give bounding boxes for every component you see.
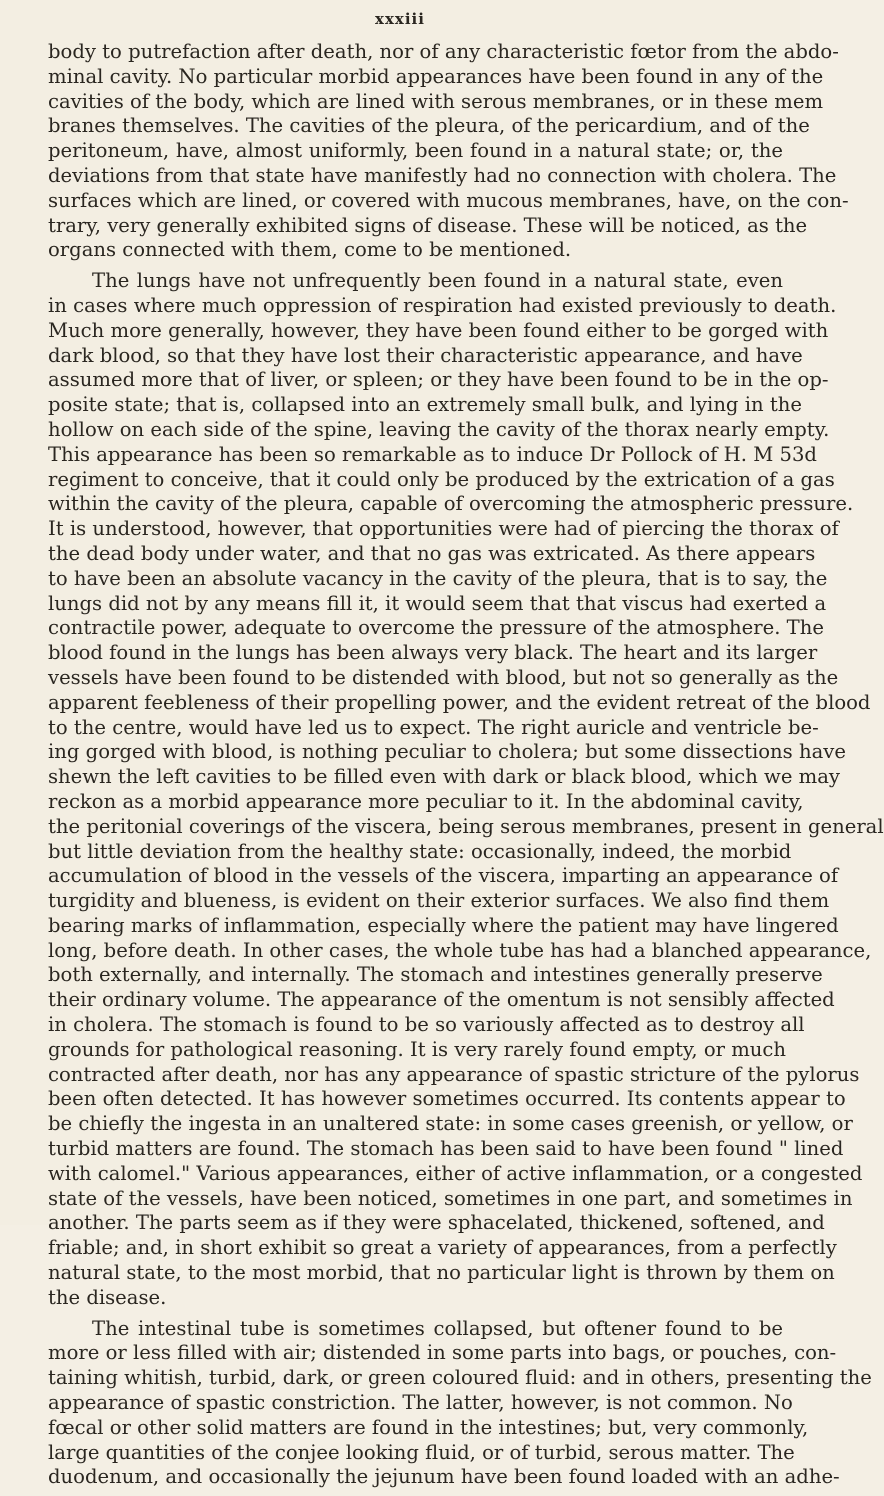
- text-line: the peritonial coverings of the viscera, being serous membranes, present in general: [48, 814, 884, 838]
- text-line: trary, very generally exhibited signs of disease. These will be noticed, as the: [48, 213, 808, 237]
- text-line: surfaces which are lined, or covered with mucous membranes, have, on the con-: [48, 188, 849, 212]
- text-line: to have been an absolute vacancy in the cavity of the pleura, that is to say, the: [48, 566, 828, 590]
- text-line: large quantities of the conjee looking fluid, or of turbid, serous matter. The: [48, 1440, 795, 1464]
- text-line: dark blood, so that they have lost their characteristic appearance, and have: [48, 343, 803, 367]
- text-line: regiment to conceive, that it could only be produced by the extrication of a gas: [48, 467, 835, 491]
- text-line: taining whitish, turbid, dark, or green coloured fluid: and in others, presenting the: [48, 1366, 872, 1390]
- paragraph-3: [48, 1316, 872, 1491]
- text-line: long, before death. In other cases, the whole tube has had a blanched appearance,: [48, 938, 872, 962]
- text-line: grounds for pathological reasoning. It is very rarely found empty, or much: [48, 1037, 786, 1061]
- text-line: contractile power, adequate to overcome the pressure of the atmosphere. The: [48, 616, 824, 640]
- text-line: ing gorged with blood, is nothing peculiar to cholera; but some dissections have: [48, 740, 846, 764]
- text-line: cavities of the body, which are lined with serous membranes, or in these mem: [48, 89, 824, 113]
- text-line: hollow on each side of the spine, leaving the cavity of the thorax nearly empty.: [48, 417, 830, 441]
- text-line: This appearance has been so remarkable as to induce Dr Pollock of H. M 53d: [48, 442, 817, 466]
- text-line: apparent feebleness of their propelling power, and the evident retreat of the blood: [48, 690, 871, 714]
- text-line: in cholera. The stomach is found to be so variously affected as to destroy all: [48, 1013, 805, 1037]
- text-line: shewn the left cavities to be filled even with dark or black blood, which we may: [48, 765, 840, 789]
- text-line: turgidity and blueness, is evident on their exterior surfaces. We also find them: [48, 889, 830, 913]
- text-line: duodenum, and occasionally the jejunum have been found loaded with an adhe-: [48, 1465, 840, 1489]
- paragraph-1: [48, 40, 849, 263]
- text-line: but little deviation from the healthy state: occasionally, indeed, the morbid: [48, 839, 792, 863]
- paragraph-2: [48, 269, 884, 1310]
- text-line: their ordinary volume. The appearance of the omentum is not sensibly affected: [48, 988, 835, 1012]
- text-line: with calomel." Various appearances, either of active inflammation, or a congested: [48, 1161, 863, 1185]
- text-line: fœcal or other solid matters are found in the intestines; but, very commonly,: [48, 1415, 809, 1439]
- text-line: within the cavity of the pleura, capable of overcoming the atmospheric pressure.: [48, 492, 854, 516]
- text-line: minal cavity. No particular morbid appearances have been found in any of the: [48, 64, 824, 88]
- text-line: accumulation of blood in the vessels of the viscera, imparting an appearance of: [48, 864, 839, 888]
- text-line: body to putrefaction after death, nor of any characteristic fœtor from the abdo-: [48, 40, 839, 63]
- text-line: more or less filled with air; distended in some parts into bags, or pouches, con-: [48, 1341, 837, 1365]
- text-line: It is understood, however, that opportunities were had of piercing the thorax of: [48, 517, 839, 541]
- text-line: been often detected. It has however sometimes occurred. Its contents appear to: [48, 1087, 846, 1111]
- text-line: friable; and, in short exhibit so great a variety of appearances, from a perfectly: [48, 1236, 837, 1260]
- text-line: reckon as a morbid appearance more peculiar to it. In the abdominal cavity,: [48, 789, 804, 813]
- text-line: state of the vessels, have been noticed, sometimes in one part, and sometimes in: [48, 1186, 853, 1210]
- text-line: to the centre, would have led us to expect. The right auricle and ventricle be-: [48, 715, 819, 739]
- text-line: bearing marks of inflammation, especially where the patient may have lingered: [48, 913, 839, 937]
- text-line: natural state, to the most morbid, that no particular light is thrown by them on: [48, 1261, 835, 1285]
- text-line: Much more generally, however, they have been found either to be gorged with: [48, 318, 829, 342]
- text-line: The intestinal tube is sometimes collapsed, but oftener found to be: [92, 1316, 783, 1340]
- text-line: the dead body under water, and that no gas was extricated. As there appears: [48, 541, 816, 565]
- text-line: peritoneum, have, almost uniformly, been found in a natural state; or, the: [48, 139, 783, 163]
- text-line: the disease.: [48, 1285, 167, 1309]
- text-block: [48, 40, 884, 1496]
- page-folio: xxxiii: [375, 10, 425, 28]
- text-line: vessels have been found to be distended with blood, but not so generally as the: [48, 665, 839, 689]
- text-line: lungs did not by any means fill it, it would seem that that viscus had exerted a: [48, 591, 827, 615]
- text-line: be chiefly the ingesta in an unaltered state: in some cases greenish, or yellow, or: [48, 1112, 853, 1136]
- text-line: branes themselves. The cavities of the pleura, of the pericardium, and of the: [48, 114, 810, 138]
- text-line: deviations from that state have manifestly had no connection with cholera. The: [48, 163, 837, 187]
- text-line: turbid matters are found. The stomach has been said to have been found " lined: [48, 1137, 844, 1161]
- text-line: assumed more that of liver, or spleen; or they have been found to be in the op-: [48, 368, 829, 392]
- text-line: appearance of spastic constriction. The latter, however, is not common. No: [48, 1391, 793, 1415]
- text-line: contracted after death, nor has any appearance of spastic stricture of the pylorus: [48, 1062, 860, 1086]
- text-line: posite state; that is, collapsed into an extremely small bulk, and lying in the: [48, 393, 802, 417]
- text-line: organs connected with them, come to be mentioned.: [48, 238, 572, 262]
- text-line: blood found in the lungs has been always very black. The heart and its larger: [48, 641, 818, 665]
- text-line: both externally, and internally. The stomach and intestines generally preserve: [48, 963, 823, 987]
- text-line: another. The parts seem as if they were sphacelated, thickened, softened, and: [48, 1211, 825, 1235]
- text-line: The lungs have not unfrequently been found in a natural state, even: [92, 269, 783, 293]
- text-line: in cases where much oppression of respiration had existed previously to death.: [48, 293, 837, 317]
